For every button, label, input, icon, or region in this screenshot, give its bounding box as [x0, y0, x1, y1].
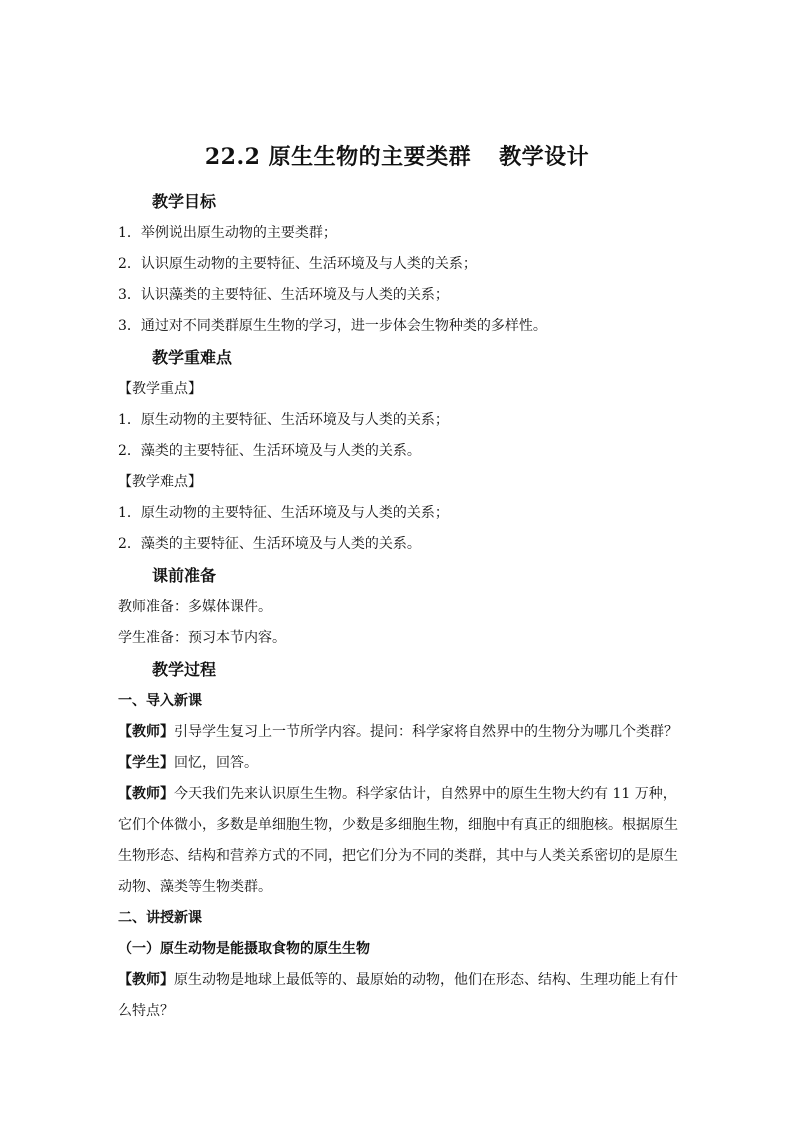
process-heading: 教学过程	[152, 660, 217, 679]
student-preparation: 学生准备：预习本节内容。	[118, 630, 286, 646]
title-main: 22.2 原生生物的主要类群	[204, 144, 472, 170]
subsection-heading: （一）原生动物是能摄取食物的原生生物	[118, 941, 370, 957]
objective-item: 3．通过对不同类群原生生物的学习，进一步体会生物种类的多样性。	[118, 318, 547, 334]
speaker-tag: 【学生】	[118, 755, 174, 771]
focus-label: 【教学重点】	[118, 381, 202, 397]
paragraph-line: 生物形态、结构和营养方式的不同，把它们分为不同的类群，其中与人类关系密切的是原生	[118, 848, 678, 864]
speaker-tag: 【教师】	[118, 972, 174, 988]
paragraph	[118, 965, 698, 996]
difficulty-item: 2．藻类的主要特征、生活环境及与人类的关系。	[118, 536, 421, 552]
paragraph-line: 动物、藻类等生物类群。	[118, 879, 272, 895]
page-title	[0, 140, 794, 171]
speaker-tag: 【教师】	[118, 786, 174, 802]
part1-heading: 一、导入新课	[118, 693, 202, 709]
paragraph	[118, 748, 698, 779]
focus-item: 1．原生动物的主要特征、生活环境及与人类的关系；	[118, 412, 449, 428]
paragraph	[118, 779, 698, 810]
paragraph-line: 么特点？	[118, 1003, 174, 1019]
part2-heading: 二、讲授新课	[118, 910, 202, 926]
focus-item: 2．藻类的主要特征、生活环境及与人类的关系。	[118, 443, 421, 459]
teacher-preparation: 教师准备：多媒体课件。	[118, 599, 272, 615]
document-body	[118, 186, 698, 1027]
objective-item: 3．认识藻类的主要特征、生活环境及与人类的关系；	[118, 287, 449, 303]
speaker-tag: 【教师】	[118, 724, 174, 740]
paragraph-line: 它们个体微小，多数是单细胞生物，少数是多细胞生物，细胞中有真正的细胞核。根据原生	[118, 817, 678, 833]
paragraph-text: 今天我们先来认识原生生物。科学家估计，自然界中的原生生物大约有 11 万种，	[174, 786, 677, 802]
paragraph-text: 引导学生复习上一节所学内容。提问：科学家将自然界中的生物分为哪几个类群？	[174, 724, 678, 740]
paragraph-text: 回忆，回答。	[174, 755, 258, 771]
objective-item: 2．认识原生动物的主要特征、生活环境及与人类的关系；	[118, 256, 477, 272]
paragraph	[118, 717, 698, 748]
title-sub: 教学设计	[499, 144, 590, 170]
difficulty-label: 【教学难点】	[118, 474, 202, 490]
difficulty-item: 1．原生动物的主要特征、生活环境及与人类的关系；	[118, 505, 449, 521]
objective-item: 1．举例说出原生动物的主要类群；	[118, 225, 337, 241]
objectives-heading: 教学目标	[152, 192, 217, 211]
preparation-heading: 课前准备	[152, 566, 217, 585]
paragraph-text: 原生动物是地球上最低等的、最原始的动物，他们在形态、结构、生理功能上有什	[174, 972, 678, 988]
key-points-heading: 教学重难点	[152, 348, 233, 367]
